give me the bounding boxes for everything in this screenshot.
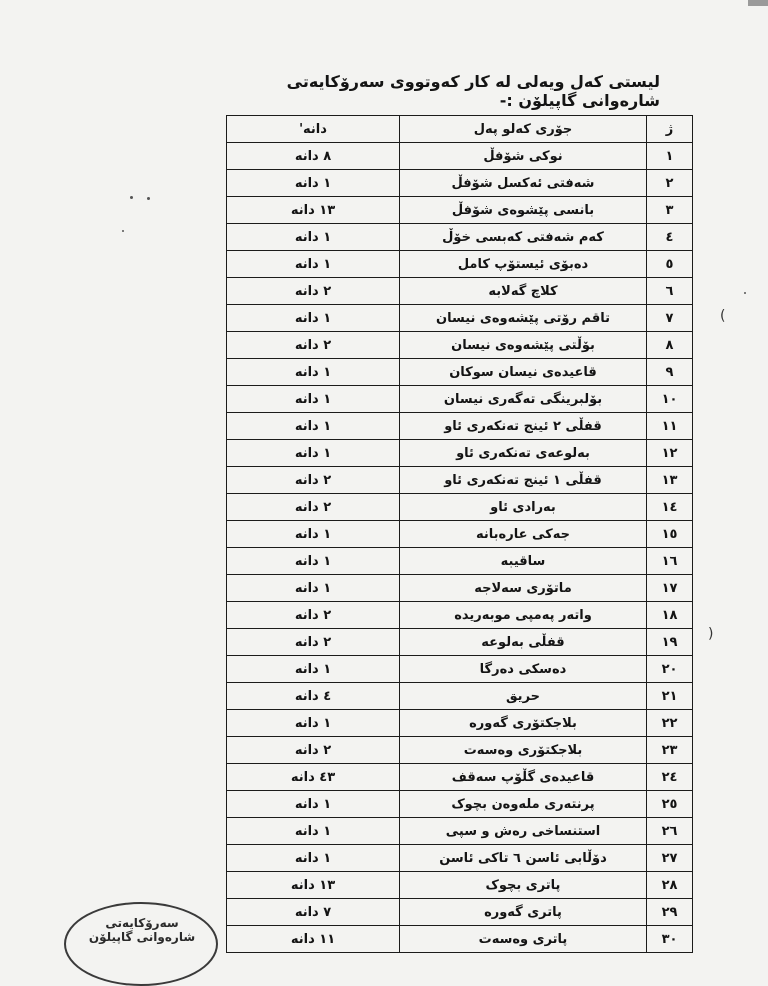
row-number: ٢٤: [647, 764, 693, 791]
row-number: ١٩: [647, 629, 693, 656]
punch-mark: (: [720, 308, 726, 324]
row-quantity: ٤ دانە: [227, 683, 400, 710]
row-quantity: ١ دانە: [227, 305, 400, 332]
scan-speck: [130, 196, 133, 199]
table-row: [227, 521, 693, 548]
table-row: [227, 359, 693, 386]
table-row: [227, 197, 693, 224]
row-quantity: ١ دانە: [227, 575, 400, 602]
row-quantity: ١ دانە: [227, 818, 400, 845]
row-quantity: ١ دانە: [227, 440, 400, 467]
row-item-type: ماتۆری سەلاجە: [400, 575, 647, 602]
table-row: [227, 710, 693, 737]
row-number: ٢٠: [647, 656, 693, 683]
row-item-type: قاعیدەی گڵۆپ سەقف: [400, 764, 647, 791]
row-item-type: پرنتەری ملەوەن بچوک: [400, 791, 647, 818]
row-quantity: ٤٣ دانە: [227, 764, 400, 791]
row-number: ٢٣: [647, 737, 693, 764]
row-quantity: ١ دانە: [227, 548, 400, 575]
row-item-type: جەکی عارەبانە: [400, 521, 647, 548]
row-item-type: پاتری گەورە: [400, 899, 647, 926]
row-number: ٦: [647, 278, 693, 305]
row-number: ١: [647, 143, 693, 170]
row-quantity: ١ دانە: [227, 710, 400, 737]
table-body: [227, 143, 693, 953]
row-quantity: ٧ دانە: [227, 899, 400, 926]
row-item-type: تاقم رۆتی پێشەوەی نیسان: [400, 305, 647, 332]
scan-speck: [122, 230, 124, 232]
table-row: [227, 764, 693, 791]
row-item-type: پاتری وەسەت: [400, 926, 647, 953]
table-row: [227, 629, 693, 656]
row-number: ٢٢: [647, 710, 693, 737]
row-item-type: قفڵی ١ ئینج تەنکەری ئاو: [400, 467, 647, 494]
row-item-type: بەرادی ئاو: [400, 494, 647, 521]
header-number: ژ: [647, 116, 693, 143]
scan-speck: [147, 197, 150, 200]
row-item-type: دەسکی دەرگا: [400, 656, 647, 683]
row-number: ١٦: [647, 548, 693, 575]
row-quantity: ١٣ دانە: [227, 197, 400, 224]
row-number: ٢٥: [647, 791, 693, 818]
table-row: [227, 170, 693, 197]
official-stamp: [64, 902, 218, 986]
row-quantity: ٢ دانە: [227, 494, 400, 521]
row-quantity: ١ دانە: [227, 521, 400, 548]
table-row: [227, 791, 693, 818]
page-title: لیستی کەل ویەلی لە کار کەوتووی سەرۆکایەتی شارەوانی گاپیلۆن :-: [286, 72, 660, 110]
items-table: [226, 115, 693, 953]
row-quantity: ١ دانە: [227, 791, 400, 818]
table-row: [227, 926, 693, 953]
table-row: [227, 872, 693, 899]
row-item-type: دۆڵابی ئاسن ٦ تاکی ئاسن: [400, 845, 647, 872]
table-row: [227, 602, 693, 629]
row-quantity: ٢ دانە: [227, 467, 400, 494]
row-item-type: ساقیبە: [400, 548, 647, 575]
row-item-type: حریق: [400, 683, 647, 710]
row-item-type: کەم شەفتی کەبسی خۆڵ: [400, 224, 647, 251]
table-row: [227, 143, 693, 170]
row-item-type: کلاچ گەلابە: [400, 278, 647, 305]
table-row: [227, 737, 693, 764]
row-item-type: دەبۆی ئیستۆپ کامل: [400, 251, 647, 278]
row-number: ٢٧: [647, 845, 693, 872]
row-number: ٣٠: [647, 926, 693, 953]
table-row: [227, 332, 693, 359]
row-item-type: شەفتی ئەکسل شۆفڵ: [400, 170, 647, 197]
table-row: [227, 656, 693, 683]
table-header-row: [227, 116, 693, 143]
row-quantity: ١ دانە: [227, 845, 400, 872]
row-item-type: استنساخی رەش و سپی: [400, 818, 647, 845]
row-item-type: بلاجکتۆری گەورە: [400, 710, 647, 737]
stamp-text: سەرۆکایەتی شارەوانی گاپیلۆن: [88, 916, 196, 944]
row-quantity: ١ دانە: [227, 413, 400, 440]
row-quantity: ٢ دانە: [227, 629, 400, 656]
row-number: ١٠: [647, 386, 693, 413]
row-number: ٩: [647, 359, 693, 386]
table-row: [227, 467, 693, 494]
row-number: ٢٦: [647, 818, 693, 845]
table-row: [227, 683, 693, 710]
row-number: ١٥: [647, 521, 693, 548]
row-quantity: ١ دانە: [227, 386, 400, 413]
row-quantity: ١ دانە: [227, 251, 400, 278]
table-row: [227, 440, 693, 467]
row-item-type: قفڵی ٢ ئینج تەنکەری ئاو: [400, 413, 647, 440]
row-item-type: بلاجکتۆری وەسەت: [400, 737, 647, 764]
row-quantity: ٢ دانە: [227, 737, 400, 764]
table-row: [227, 251, 693, 278]
row-item-type: بۆڵتی پێشەوەی نیسان: [400, 332, 647, 359]
row-item-type: پاتری بچوک: [400, 872, 647, 899]
table-row: [227, 494, 693, 521]
table-row: [227, 845, 693, 872]
row-item-type: نوکی شۆفڵ: [400, 143, 647, 170]
row-number: ١٣: [647, 467, 693, 494]
row-number: ١١: [647, 413, 693, 440]
scan-corner-mark: [748, 0, 768, 6]
row-item-type: واتەر پەمپی موبەریدە: [400, 602, 647, 629]
row-number: ١٢: [647, 440, 693, 467]
table-row: [227, 548, 693, 575]
row-item-type: بۆلبرینگی تەگەری نیسان: [400, 386, 647, 413]
table-row: [227, 413, 693, 440]
row-item-type: بەلوعەی تەنکەری ئاو: [400, 440, 647, 467]
row-quantity: ١ دانە: [227, 170, 400, 197]
row-number: ٢: [647, 170, 693, 197]
punch-mark: ): [708, 626, 714, 642]
row-number: ٥: [647, 251, 693, 278]
row-number: ٢٨: [647, 872, 693, 899]
row-quantity: ١ دانە: [227, 656, 400, 683]
table-row: [227, 575, 693, 602]
row-number: ١٧: [647, 575, 693, 602]
row-number: ٣: [647, 197, 693, 224]
row-number: ١٨: [647, 602, 693, 629]
table-row: [227, 818, 693, 845]
row-item-type: قفڵی بەلوعە: [400, 629, 647, 656]
row-number: ٧: [647, 305, 693, 332]
row-quantity: ١ دانە: [227, 359, 400, 386]
row-quantity: ١١ دانە: [227, 926, 400, 953]
row-quantity: ٢ دانە: [227, 278, 400, 305]
header-quantity: دانە': [227, 116, 400, 143]
table-row: [227, 386, 693, 413]
row-item-type: بانسی پێشوەی شۆفڵ: [400, 197, 647, 224]
row-number: ٨: [647, 332, 693, 359]
row-number: ٢٩: [647, 899, 693, 926]
row-quantity: ٢ دانە: [227, 332, 400, 359]
row-item-type: قاعیدەی نیسان سوکان: [400, 359, 647, 386]
row-quantity: ١ دانە: [227, 224, 400, 251]
row-quantity: ٨ دانە: [227, 143, 400, 170]
table-row: [227, 224, 693, 251]
table-row: [227, 278, 693, 305]
table-row: [227, 899, 693, 926]
row-number: ٤: [647, 224, 693, 251]
row-quantity: ١٣ دانە: [227, 872, 400, 899]
row-number: ٢١: [647, 683, 693, 710]
row-quantity: ٢ دانە: [227, 602, 400, 629]
row-number: ١٤: [647, 494, 693, 521]
table-row: [227, 305, 693, 332]
scan-speck: [744, 292, 746, 294]
header-item-type: جۆری کەلو پەل: [400, 116, 647, 143]
